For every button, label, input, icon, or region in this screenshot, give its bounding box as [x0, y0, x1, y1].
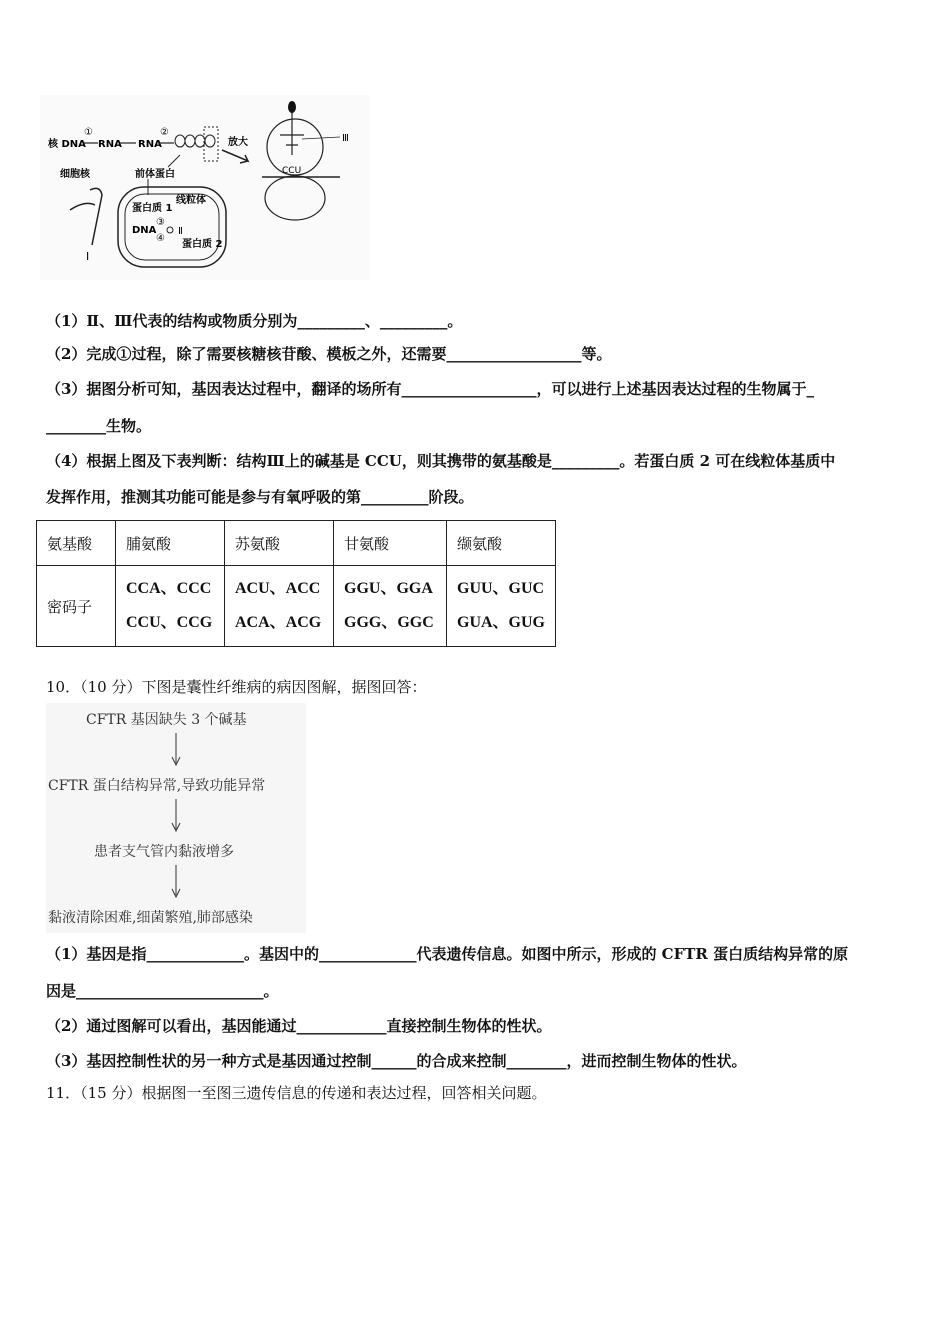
flow-step-2: CFTR 蛋白结构异常,导致功能异常	[48, 778, 266, 794]
flow-step-1: CFTR 基因缺失 3 个碱基	[86, 712, 247, 728]
q10-title: 10．（10 分）下图是囊性纤维病的病因图解，据图回答：	[46, 678, 427, 696]
table-header-cell: 氨基酸	[37, 521, 116, 566]
label-step2: ②	[160, 127, 169, 138]
label-roman3: Ⅲ	[342, 133, 349, 144]
table-header-cell: 甘氨酸	[334, 521, 447, 566]
label-step1: ①	[84, 127, 93, 138]
amino-acid-blob	[288, 101, 296, 113]
table-cell	[447, 566, 556, 647]
label-dna: DNA	[132, 225, 157, 236]
codon: CCA、CCC	[126, 580, 212, 597]
q11-title: 11．（15 分）根据图一至图三遗传信息的传递和表达过程，回答相关问题。	[46, 1084, 547, 1102]
q9-part1: （1）Ⅱ、Ⅲ代表的结构或物质分别为_________、_________。	[46, 312, 463, 330]
codon: GUA、GUG	[457, 614, 546, 631]
q9-part3a: （3）据图分析可知，基因表达过程中，翻译的场所有__________________，可以进行上述基因表达过程的生物属于_	[46, 380, 814, 398]
codon: ACA、ACG	[235, 614, 322, 631]
table-header-row	[37, 521, 556, 566]
label-mitochondria: 线粒体	[176, 195, 206, 206]
q9-part4b: 发挥作用，推测其功能可能是参与有氧呼吸的第_________阶段。	[46, 488, 474, 506]
table-header-cell: 苏氨酸	[225, 521, 334, 566]
flow-arrow-2	[170, 799, 182, 833]
table-header-cell: 缬氨酸	[447, 521, 556, 566]
codon: ACU、ACC	[235, 580, 321, 597]
flow-step-3: 患者支气管内黏液增多	[94, 844, 234, 860]
table-row	[37, 566, 556, 647]
label-roman2: Ⅱ	[178, 226, 183, 237]
label-protein2: 蛋白质 2	[182, 239, 223, 250]
label-nucleus: 细胞核	[60, 169, 90, 180]
label-nuclear-dna: 核 DNA	[48, 139, 86, 150]
table-row-label: 密码子	[37, 566, 116, 647]
q10-part3: （3）基因控制性状的另一种方式是基因通过控制______的合成来控制________，进而控制生物体的性状。	[46, 1052, 747, 1070]
q10-part1b: 因是_________________________。	[46, 982, 279, 1000]
q10-part1a: （1）基因是指_____________。基因中的_____________代表遗传信息。如图中所示，形成的 CFTR 蛋白质结构异常的原	[46, 945, 849, 963]
q9-part3b: ________生物。	[46, 417, 152, 435]
gene-expression-diagram	[40, 95, 370, 280]
table-header-cell: 脯氨酸	[116, 521, 225, 566]
label-step4: ④	[156, 233, 165, 244]
table-cell	[116, 566, 225, 647]
flow-step-4: 黏液清除困难,细菌繁殖,肺部感染	[48, 910, 253, 926]
label-enlarge: 放大	[228, 137, 248, 148]
codon: GUU、GUC	[457, 580, 545, 597]
q9-part4a: （4）根据上图及下表判断：结构Ⅲ上的碱基是 CCU，则其携带的氨基酸是_________。若蛋白质 2 可在线粒体基质中	[46, 452, 836, 470]
flow-arrow-1	[170, 733, 182, 767]
q10-part2: （2）通过图解可以看出，基因能通过____________直接控制生物体的性状。	[46, 1017, 552, 1035]
codon: GGG、GGC	[344, 614, 434, 631]
codon: GGU、GGA	[344, 580, 433, 597]
cf-flowchart	[46, 703, 306, 933]
table-cell	[334, 566, 447, 647]
table-cell	[225, 566, 334, 647]
flow-arrow-3	[170, 865, 182, 899]
label-protein1: 蛋白质 1	[132, 203, 173, 214]
codon-table	[36, 520, 556, 647]
codon: CCU、CCG	[126, 614, 213, 631]
label-precursor: 前体蛋白	[135, 169, 175, 180]
label-ccu: CCU	[282, 166, 302, 176]
q9-part2: （2）完成①过程，除了需要核糖核苷酸、模板之外，还需要__________________等。	[46, 345, 612, 363]
label-rna1: RNA	[98, 139, 122, 150]
label-step3: ③	[156, 217, 165, 228]
label-rna2: RNA	[138, 139, 162, 150]
label-roman1: Ⅰ	[86, 250, 90, 263]
